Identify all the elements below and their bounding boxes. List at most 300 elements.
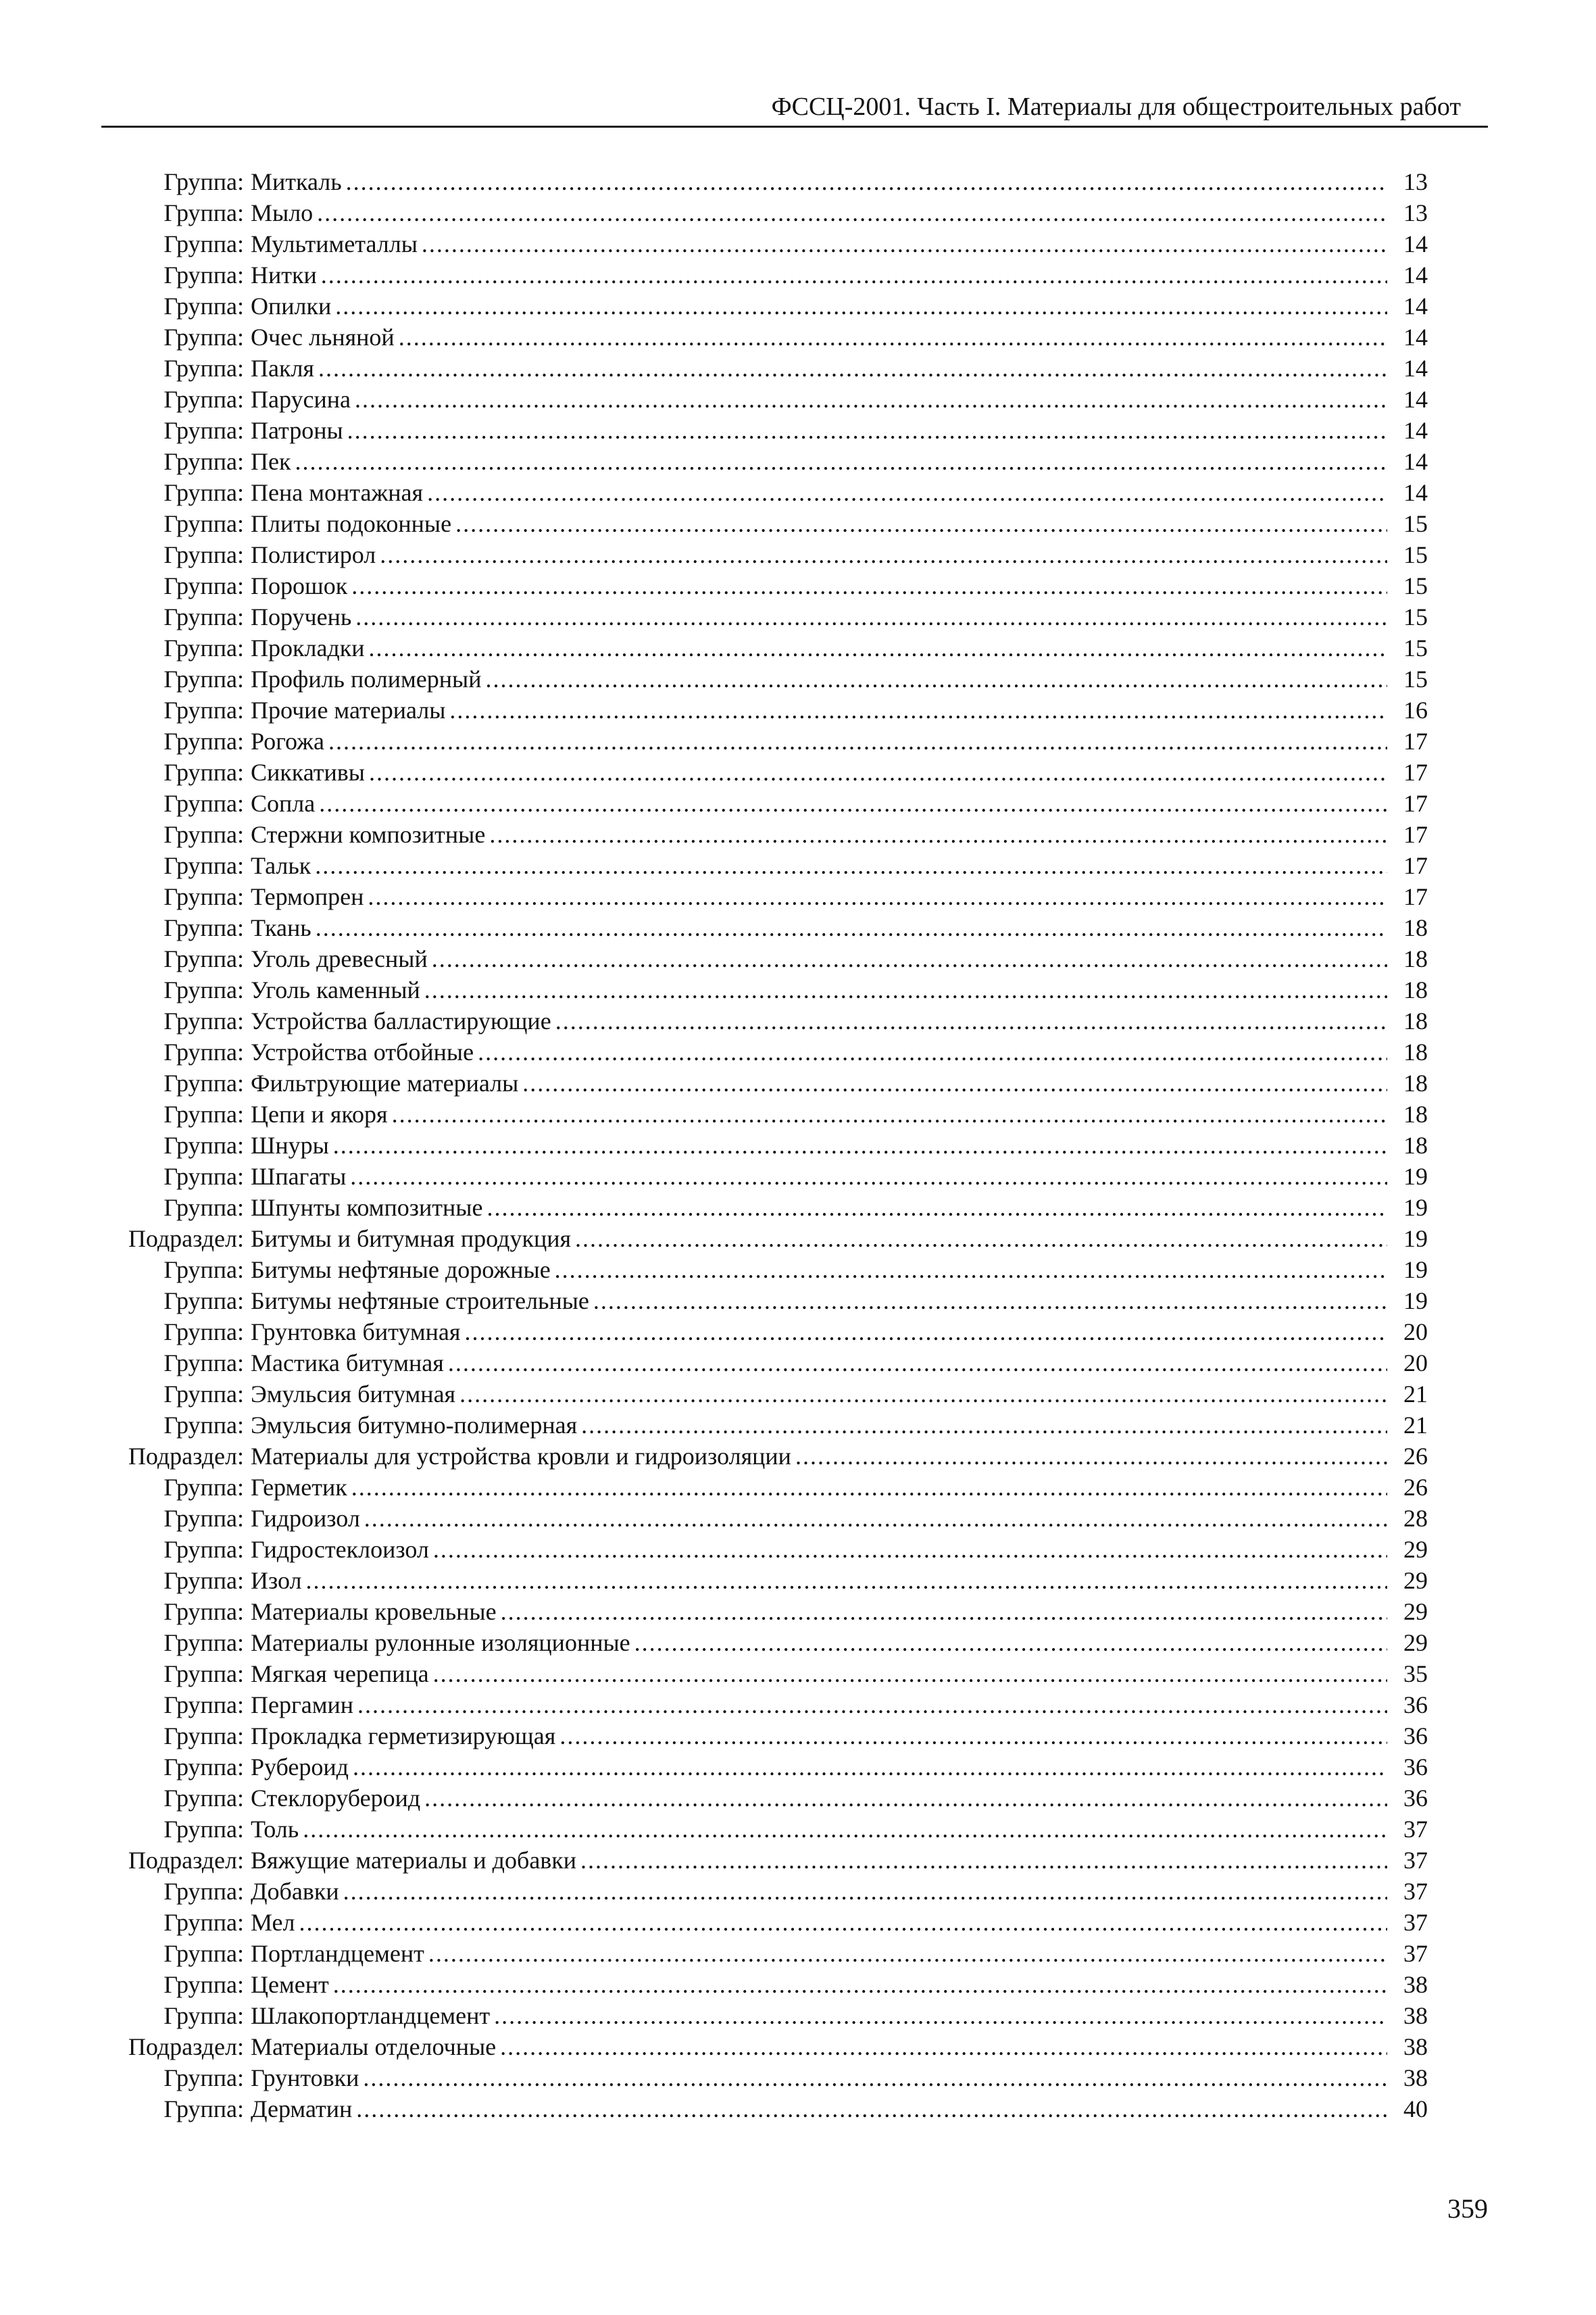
toc-entry-kind: Группа:: [164, 1816, 244, 1843]
toc-entry-name: Материалы рулонные изоляционные: [251, 1629, 630, 1656]
toc-group-entry: [98, 912, 1428, 943]
toc-entry-page: 19: [1403, 1287, 1428, 1314]
toc-entry-label: [98, 1565, 1391, 1596]
toc-group-entry: [98, 1938, 1428, 1969]
toc-entry-kind: Группа:: [164, 230, 244, 257]
toc-entry-kind: Группа:: [164, 914, 244, 941]
toc-group-entry: [98, 850, 1428, 881]
dot-leader: [485, 664, 1387, 695]
toc-entry-kind: Группа:: [164, 448, 244, 475]
toc-entry-name: Профиль полимерный: [251, 666, 482, 693]
toc-entry-name: Термопрен: [251, 883, 364, 910]
toc-group-entry: [98, 1378, 1428, 1410]
toc-entry-page: 19: [1403, 1225, 1428, 1252]
toc-group-entry: [98, 1285, 1428, 1316]
toc-entry-name: Мел: [251, 1909, 295, 1936]
dot-leader: [303, 1814, 1387, 1845]
toc-entry-kind: Группа:: [164, 572, 244, 599]
toc-entry-name: Шпунты композитные: [251, 1194, 483, 1221]
toc-entry-label: [98, 2031, 1391, 2062]
toc-entry-kind: Группа:: [164, 1318, 244, 1345]
toc-entry-page: 26: [1403, 1474, 1428, 1501]
toc-subsection-entry: [98, 1223, 1428, 1254]
toc-entry-kind: Группа:: [164, 852, 244, 879]
toc-entry-name: Шнуры: [251, 1132, 329, 1159]
toc-entry-page: 38: [1403, 2064, 1428, 2091]
toc-entry-name: Эмульсия битумная: [251, 1380, 456, 1408]
dot-leader: [559, 1720, 1387, 1751]
dot-leader: [317, 197, 1387, 228]
toc-entry-page: 36: [1403, 1753, 1428, 1781]
document-title: ФССЦ-2001. Часть I. Материалы для общестроительных работ: [771, 93, 1461, 121]
toc-entry-kind: Группа:: [164, 1567, 244, 1594]
toc-group-entry: [98, 1720, 1428, 1751]
toc-entry-kind: Группа:: [164, 2064, 244, 2091]
toc-entry-name: Патроны: [251, 417, 343, 444]
dot-leader: [634, 1627, 1387, 1658]
dot-leader: [368, 881, 1387, 912]
toc-group-entry: [98, 1814, 1428, 1845]
toc-entry-label: [98, 881, 1391, 912]
dot-leader: [343, 1876, 1387, 1907]
toc-entry-kind: Группа:: [164, 386, 244, 413]
dot-leader: [424, 1783, 1387, 1814]
toc-entry-kind: Группа:: [164, 1194, 244, 1221]
toc-entry-kind: Группа:: [164, 293, 244, 320]
toc-entry-page: 17: [1403, 728, 1428, 755]
toc-entry-page: 14: [1403, 448, 1428, 475]
toc-entry-name: Эмульсия битумно-полимерная: [251, 1412, 578, 1439]
dot-leader: [522, 1068, 1387, 1099]
toc-group-entry: [98, 197, 1428, 228]
toc-entry-kind: Группа:: [164, 634, 244, 662]
toc-group-entry: [98, 881, 1428, 912]
toc-entry-label: [98, 197, 1391, 228]
toc-entry-page: 38: [1403, 2002, 1428, 2029]
toc-group-entry: [98, 2000, 1428, 2031]
toc-group-entry: [98, 1689, 1428, 1720]
toc-entry-kind: Группа:: [164, 976, 244, 1003]
toc-group-entry: [98, 322, 1428, 353]
dot-leader: [459, 1378, 1387, 1410]
toc-entry-label: [98, 415, 1391, 446]
toc-entry-kind: Группа:: [164, 603, 244, 630]
toc-entry-name: Уголь каменный: [251, 976, 420, 1003]
toc-entry-name: Гидроизол: [251, 1505, 360, 1532]
dot-leader: [333, 1130, 1387, 1161]
table-of-contents: [98, 166, 1428, 2124]
toc-entry-kind: Группа:: [164, 1101, 244, 1128]
toc-entry-name: Порошок: [251, 572, 348, 599]
toc-entry-name: Материалы для устройства кровли и гидроизоляции: [251, 1443, 791, 1470]
dot-leader: [581, 1410, 1387, 1441]
toc-entry-label: [98, 1938, 1391, 1969]
toc-entry-page: 19: [1403, 1163, 1428, 1190]
toc-entry-label: [98, 1068, 1391, 1099]
toc-entry-name: Полистирол: [251, 541, 376, 568]
toc-group-entry: [98, 415, 1428, 446]
dot-leader: [427, 477, 1387, 508]
toc-entry-name: Прокладка герметизирующая: [251, 1722, 556, 1749]
toc-entry-page: 29: [1403, 1629, 1428, 1656]
toc-entry-label: [98, 1005, 1391, 1037]
toc-entry-label: [98, 446, 1391, 477]
toc-entry-name: Дерматин: [251, 2095, 353, 2122]
dot-leader: [449, 695, 1387, 726]
toc-entry-label: [98, 1316, 1391, 1347]
toc-entry-label: [98, 228, 1391, 259]
toc-entry-kind: Группа:: [164, 199, 244, 226]
toc-entry-kind: Группа:: [164, 417, 244, 444]
toc-entry-label: [98, 1192, 1391, 1223]
toc-entry-page: 14: [1403, 479, 1428, 506]
toc-entry-page: 21: [1403, 1412, 1428, 1439]
dot-leader: [392, 1099, 1387, 1130]
toc-entry-kind: Группа:: [164, 1785, 244, 1812]
toc-entry-label: [98, 384, 1391, 415]
toc-entry-kind: Группа:: [164, 728, 244, 755]
toc-entry-page: 14: [1403, 324, 1428, 351]
toc-entry-page: 18: [1403, 945, 1428, 972]
dot-leader: [428, 1938, 1387, 1969]
toc-entry-kind: Группа:: [164, 1629, 244, 1656]
toc-entry-page: 17: [1403, 852, 1428, 879]
toc-entry-page: 16: [1403, 697, 1428, 724]
toc-group-entry: [98, 446, 1428, 477]
toc-entry-page: 17: [1403, 883, 1428, 910]
dot-leader: [494, 2000, 1387, 2031]
toc-entry-kind: Группа:: [164, 1039, 244, 1066]
toc-entry-page: 40: [1403, 2095, 1428, 2122]
toc-entry-label: [98, 695, 1391, 726]
toc-entry-kind: Группа:: [164, 2002, 244, 2029]
toc-group-entry: [98, 1161, 1428, 1192]
dot-leader: [355, 601, 1387, 632]
toc-entry-page: 37: [1403, 1940, 1428, 1967]
toc-group-entry: [98, 726, 1428, 757]
toc-entry-label: [98, 1596, 1391, 1627]
dot-leader: [316, 912, 1387, 943]
toc-group-entry: [98, 259, 1428, 291]
toc-group-entry: [98, 1969, 1428, 2000]
toc-entry-label: [98, 1658, 1391, 1689]
toc-group-entry: [98, 1410, 1428, 1441]
toc-entry-kind: Группа:: [164, 1070, 244, 1097]
toc-entry-label: [98, 1534, 1391, 1565]
toc-entry-name: Пек: [251, 448, 291, 475]
toc-entry-name: Устройства отбойные: [251, 1039, 474, 1066]
toc-group-entry: [98, 539, 1428, 570]
dot-leader: [433, 1534, 1387, 1565]
toc-entry-label: [98, 1037, 1391, 1068]
dot-leader: [306, 1565, 1388, 1596]
toc-group-entry: [98, 291, 1428, 322]
toc-entry-kind: Группа:: [164, 1007, 244, 1035]
toc-entry-page: 29: [1403, 1567, 1428, 1594]
toc-entry-kind: Группа:: [164, 168, 244, 195]
dot-leader: [455, 508, 1387, 539]
toc-entry-kind: Группа:: [164, 883, 244, 910]
toc-entry-kind: Группа:: [164, 324, 244, 351]
toc-entry-kind: Группа:: [164, 1660, 244, 1687]
toc-entry-page: 14: [1403, 386, 1428, 413]
dot-leader: [363, 2062, 1387, 2093]
toc-entry-name: Рубероид: [251, 1753, 349, 1781]
dot-leader: [555, 1005, 1387, 1037]
dot-leader: [353, 1751, 1387, 1783]
toc-group-entry: [98, 1751, 1428, 1783]
dot-leader: [501, 1596, 1387, 1627]
toc-entry-label: [98, 1223, 1391, 1254]
toc-entry-kind: Группа:: [164, 479, 244, 506]
toc-entry-name: Битумы нефтяные дорожные: [251, 1256, 551, 1283]
dot-leader: [346, 166, 1387, 197]
page-number: 359: [1447, 2193, 1488, 2224]
toc-entry-name: Прокладки: [251, 634, 365, 662]
toc-entry-name: Битумы и битумная продукция: [251, 1225, 572, 1252]
dot-leader: [369, 632, 1387, 664]
toc-entry-label: [98, 570, 1391, 601]
toc-entry-name: Добавки: [251, 1878, 339, 1905]
toc-entry-name: Фильтрующие материалы: [251, 1070, 519, 1097]
toc-group-entry: [98, 757, 1428, 788]
toc-group-entry: [98, 819, 1428, 850]
dot-leader: [433, 1658, 1387, 1689]
toc-entry-name: Пергамин: [251, 1691, 354, 1718]
toc-entry-kind: Группа:: [164, 541, 244, 568]
toc-group-entry: [98, 1472, 1428, 1503]
toc-entry-kind: Группа:: [164, 1753, 244, 1781]
toc-entry-label: [98, 1689, 1391, 1720]
toc-entry-label: [98, 1751, 1391, 1783]
toc-group-entry: [98, 664, 1428, 695]
toc-entry-label: [98, 912, 1391, 943]
toc-entry-kind: Группа:: [164, 1412, 244, 1439]
toc-entry-label: [98, 1814, 1391, 1845]
toc-entry-kind: Группа:: [164, 510, 244, 537]
toc-entry-page: 38: [1403, 2033, 1428, 2060]
toc-group-entry: [98, 570, 1428, 601]
toc-entry-name: Цемент: [251, 1971, 329, 1998]
toc-entry-name: Опилки: [251, 293, 332, 320]
toc-entry-page: 20: [1403, 1349, 1428, 1376]
toc-entry-kind: Группа:: [164, 697, 244, 724]
toc-entry-label: [98, 943, 1391, 974]
toc-entry-page: 37: [1403, 1878, 1428, 1905]
toc-entry-page: 13: [1403, 199, 1428, 226]
toc-group-entry: [98, 1130, 1428, 1161]
toc-entry-label: [98, 1130, 1391, 1161]
toc-subsection-entry: [98, 2031, 1428, 2062]
toc-group-entry: [98, 974, 1428, 1005]
dot-leader: [357, 1689, 1387, 1720]
toc-group-entry: [98, 1783, 1428, 1814]
toc-entry-kind: Группа:: [164, 1474, 244, 1501]
toc-subsection-entry: [98, 1441, 1428, 1472]
toc-entry-name: Пена монтажная: [251, 479, 424, 506]
toc-entry-label: [98, 819, 1391, 850]
toc-entry-name: Грунтовка битумная: [251, 1318, 461, 1345]
toc-entry-page: 17: [1403, 790, 1428, 817]
toc-group-entry: [98, 1192, 1428, 1223]
toc-entry-label: [98, 322, 1391, 353]
toc-entry-kind: Подраздел:: [128, 1443, 244, 1470]
toc-entry-kind: Группа:: [164, 790, 244, 817]
toc-entry-name: Парусина: [251, 386, 351, 413]
toc-entry-kind: Группа:: [164, 1691, 244, 1718]
toc-entry-kind: Группа:: [164, 1287, 244, 1314]
page-header: [101, 88, 1488, 128]
toc-entry-name: Мягкая черепица: [251, 1660, 429, 1687]
toc-entry-label: [98, 601, 1391, 632]
toc-group-entry: [98, 788, 1428, 819]
toc-entry-page: 18: [1403, 1007, 1428, 1035]
toc-group-entry: [98, 1037, 1428, 1068]
toc-group-entry: [98, 601, 1428, 632]
toc-entry-page: 20: [1403, 1318, 1428, 1345]
toc-entry-name: Вяжущие материалы и добавки: [251, 1847, 577, 1874]
toc-entry-kind: Группа:: [164, 1878, 244, 1905]
toc-entry-kind: Подраздел:: [128, 1847, 244, 1874]
toc-entry-name: Шпагаты: [251, 1163, 347, 1190]
toc-group-entry: [98, 228, 1428, 259]
toc-entry-label: [98, 1783, 1391, 1814]
toc-entry-label: [98, 1720, 1391, 1751]
toc-entry-page: 28: [1403, 1505, 1428, 1532]
toc-group-entry: [98, 1907, 1428, 1938]
toc-entry-name: Поручень: [251, 603, 352, 630]
toc-entry-page: 14: [1403, 293, 1428, 320]
toc-entry-page: 14: [1403, 355, 1428, 382]
toc-subsection-entry: [98, 1845, 1428, 1876]
toc-entry-kind: Группа:: [164, 666, 244, 693]
toc-entry-kind: Группа:: [164, 1536, 244, 1563]
toc-entry-page: 15: [1403, 510, 1428, 537]
toc-group-entry: [98, 2093, 1428, 2124]
toc-entry-page: 15: [1403, 666, 1428, 693]
toc-entry-name: Прочие материалы: [251, 697, 446, 724]
toc-entry-name: Материалы отделочные: [251, 2033, 497, 2060]
toc-group-entry: [98, 477, 1428, 508]
dot-leader: [593, 1285, 1387, 1316]
toc-group-entry: [98, 943, 1428, 974]
toc-entry-name: Грунтовки: [251, 2064, 359, 2091]
toc-entry-kind: Подраздел:: [128, 2033, 244, 2060]
toc-group-entry: [98, 632, 1428, 664]
toc-entry-label: [98, 291, 1391, 322]
toc-group-entry: [98, 1876, 1428, 1907]
toc-entry-kind: Подраздел:: [128, 1225, 244, 1252]
toc-entry-kind: Группа:: [164, 1256, 244, 1283]
toc-entry-kind: Группа:: [164, 821, 244, 848]
toc-group-entry: [98, 1068, 1428, 1099]
dot-leader: [328, 726, 1387, 757]
toc-entry-page: 35: [1403, 1660, 1428, 1687]
toc-entry-name: Битумы нефтяные строительные: [251, 1287, 589, 1314]
toc-entry-page: 36: [1403, 1691, 1428, 1718]
toc-group-entry: [98, 1596, 1428, 1627]
dot-leader: [422, 228, 1387, 259]
toc-entry-name: Толь: [251, 1816, 299, 1843]
toc-entry-page: 14: [1403, 230, 1428, 257]
toc-entry-kind: Группа:: [164, 1380, 244, 1408]
toc-entry-label: [98, 1254, 1391, 1285]
dot-leader: [335, 291, 1387, 322]
toc-group-entry: [98, 1099, 1428, 1130]
toc-entry-name: Герметик: [251, 1474, 347, 1501]
toc-entry-name: Стержни композитные: [251, 821, 486, 848]
toc-entry-page: 37: [1403, 1816, 1428, 1843]
toc-entry-name: Очес льняной: [251, 324, 395, 351]
toc-entry-name: Шлакопортландцемент: [251, 2002, 491, 2029]
toc-entry-kind: Группа:: [164, 262, 244, 289]
toc-entry-label: [98, 757, 1391, 788]
toc-entry-kind: Группа:: [164, 355, 244, 382]
toc-entry-page: 38: [1403, 1971, 1428, 1998]
dot-leader: [321, 259, 1387, 291]
toc-entry-kind: Группа:: [164, 2095, 244, 2122]
toc-entry-label: [98, 166, 1391, 197]
toc-entry-label: [98, 539, 1391, 570]
dot-leader: [315, 850, 1387, 881]
toc-entry-label: [98, 850, 1391, 881]
toc-entry-page: 19: [1403, 1194, 1428, 1221]
dot-leader: [295, 446, 1387, 477]
toc-entry-name: Миткаль: [251, 168, 342, 195]
toc-entry-page: 19: [1403, 1256, 1428, 1283]
toc-group-entry: [98, 1347, 1428, 1378]
toc-entry-kind: Группа:: [164, 1722, 244, 1749]
toc-entry-name: Портландцемент: [251, 1940, 424, 1967]
dot-leader: [478, 1037, 1387, 1068]
dot-leader: [299, 1907, 1387, 1938]
dot-leader: [333, 1969, 1387, 2000]
toc-entry-name: Ткань: [251, 914, 311, 941]
toc-entry-page: 26: [1403, 1443, 1428, 1470]
toc-entry-page: 18: [1403, 976, 1428, 1003]
dot-leader: [489, 819, 1387, 850]
toc-entry-page: 15: [1403, 603, 1428, 630]
toc-entry-label: [98, 1161, 1391, 1192]
toc-group-entry: [98, 2062, 1428, 2093]
toc-entry-kind: Группа:: [164, 1505, 244, 1532]
toc-entry-label: [98, 788, 1391, 819]
toc-entry-kind: Группа:: [164, 1163, 244, 1190]
toc-entry-name: Мыло: [251, 199, 314, 226]
toc-entry-label: [98, 1907, 1391, 1938]
toc-entry-name: Уголь древесный: [251, 945, 428, 972]
toc-entry-page: 15: [1403, 634, 1428, 662]
dot-leader: [318, 353, 1387, 384]
toc-entry-label: [98, 477, 1391, 508]
dot-leader: [424, 974, 1387, 1005]
toc-entry-page: 37: [1403, 1847, 1428, 1874]
toc-entry-label: [98, 1503, 1391, 1534]
toc-entry-name: Плиты подоконные: [251, 510, 452, 537]
toc-group-entry: [98, 1503, 1428, 1534]
toc-group-entry: [98, 1565, 1428, 1596]
toc-group-entry: [98, 695, 1428, 726]
toc-entry-label: [98, 1410, 1391, 1441]
toc-entry-name: Стеклорубероид: [251, 1785, 421, 1812]
toc-group-entry: [98, 166, 1428, 197]
dot-leader: [399, 322, 1387, 353]
toc-entry-page: 29: [1403, 1598, 1428, 1625]
toc-entry-kind: Группа:: [164, 1132, 244, 1159]
toc-entry-kind: Группа:: [164, 759, 244, 786]
dot-leader: [580, 1845, 1387, 1876]
dot-leader: [319, 788, 1387, 819]
